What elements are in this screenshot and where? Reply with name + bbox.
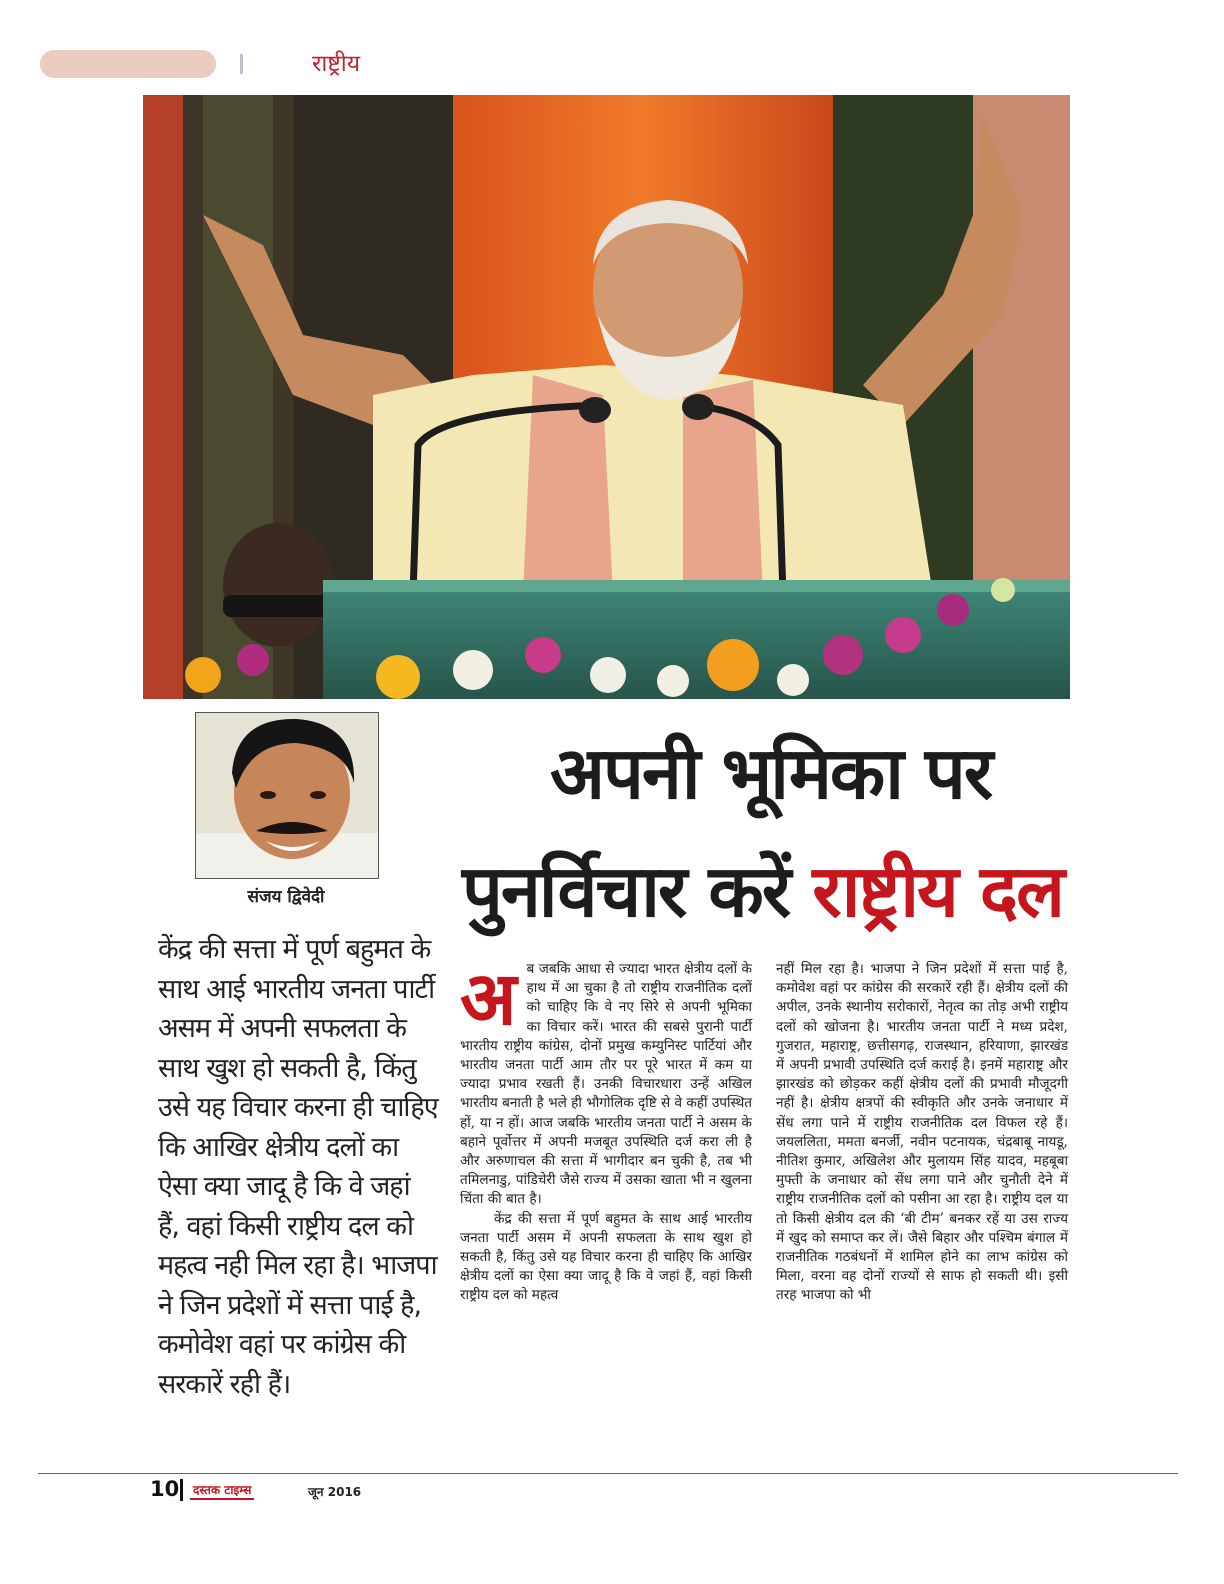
headline-line-2 (462, 840, 1063, 938)
header-pill (40, 50, 216, 78)
article-paragraph: केंद्र की सत्ता में पूर्ण बहुमत के साथ आई भारतीय जनता पार्टी असम में अपनी सफलता के साथ खुश हो सकती है, किंतु उसे यह विचार करना ही चाहिए कि आखिर क्षेत्रीय दलों का ऐसा क्या जादू है कि वे जहां हैं, वहां किसी राष्ट्रीय दल को महत्व (460, 1210, 752, 1304)
author-photo (195, 712, 379, 879)
article-column-1 (460, 956, 753, 1306)
headline-red: राष्ट्रीय दल (812, 849, 1063, 933)
header-divider (240, 54, 243, 74)
section-label: राष्ट्रीय (312, 51, 361, 77)
headline-line-1: अपनी भूमिका पर (550, 731, 992, 815)
article-paragraph: नहीं मिल रहा है। भाजपा ने जिन प्रदेशों में सत्ता पाई है, कमोवेश वहां पर कांग्रेस की सरकारें रही हैं। क्षेत्रीय दलों की अपील, उनके स्थानीय सरोकारों, नेतृत्व का तोड़ अभी राष्ट्रीय दलों को खोजना है। भारतीय जनता पार्टी ने मध्य प्रदेश, गुजरात, महाराष्ट्र, छत्तीसगढ़, राजस्थान, हरियाणा, झारखंड में अपनी प्रभावी उपस्थिति दर्ज कराई है। इनमें महाराष्ट्र और झारखंड को छोड़कर कहीं क्षेत्रीय दलों की प्रभावी मौजूदगी नहीं है। क्षेत्रीय क्षत्रपों की स्वीकृति और उनके जनाधार में सेंध लगा पाने में राष्ट्रीय राजनीतिक दल विफल रहे हैं। जयललिता, ममता बनर्जी, नवीन पटनायक, चंद्रबाबू नायडू, नीतिश कुमार, अखिलेश और मुलायम सिंह यादव, महबूबा मुफ्ती के जनाधार को सेंध लगा पाने और चुनौती देने में राष्ट्रीय राजनीतिक दलों को पसीना आ रहा है। राष्ट्रीय दल या तो किसी क्षेत्रीय दल की ‘बी टीम’ बनकर रहें या उस राज्य में खुद को समाप्त कर लें। जैसे बिहार और पश्चिम बंगाल में राजनीतिक गठबंधनों में शामिल होने का लाभ कांग्रेस को मिला, वरना वह दोनों राज्यों से साफ हो सकती थी। इसी तरह भाजपा को भी (776, 961, 1068, 1304)
magazine-logo: दस्तक टाइम्स (190, 1481, 254, 1500)
article-column-2 (776, 960, 1068, 1306)
pull-quote: केंद्र की सत्ता में पूर्ण बहुमत के साथ आई भारतीय जनता पार्टी असम में अपनी सफलता के साथ खुश हो सकती है, किंतु उसे यह विचार करना ही चाहिए कि आखिर क्षेत्रीय दलों का ऐसा क्या जादू है कि वे जहां हैं, वहां किसी राष्ट्रीय दल को महत्व नही मिल रहा है। भाजपा ने जिन प्रदेशों में सत्ता पाई है, कमोवेश वहां पर कांग्रेस की सरकारें रही हैं। (158, 934, 438, 1400)
footer-rule (38, 1473, 1178, 1474)
author-name: संजय द्विवेदी (247, 887, 325, 907)
speaker-photo (143, 95, 1070, 699)
footer-divider (180, 1479, 183, 1501)
headline-black: पुनर्विचार करें (462, 849, 790, 933)
article-paragraph: ब जबकि आधा से ज्यादा भारत क्षेत्रीय दलों के हाथ में आ चुका है तो राष्ट्रीय राजनीतिक दलों को चाहिए कि वे नए सिरे से अपनी भूमिका का विचार करें। भारत की सबसे पुरानी पार्टी भारतीय राष्ट्रीय कांग्रेस, दोनों प्रमुख कम्युनिस्ट पार्टियां और भारतीय जनता पार्टी आम तौर पर पूरे भारत में कम या ज्यादा प्रभाव रखती हैं। उनकी विचारधारा उन्हें अखिल भारतीय बनाती है भले ही भौगोलिक दृष्टि से वे कहीं उपस्थित हों, या न हों। आज जबकि भारतीय जनता पार्टी ने असम के बहाने पूर्वोत्तर में अपनी मजबूत उपस्थिति दर्ज करा ली है और अरुणाचल की सत्ता में भागीदार बन चुकी है, तब भी तमिलनाडु, पांडिचेरी जैसे राज्य में उसका खाता भी न खुलना चिंता की बात है। (460, 961, 753, 1208)
issue-date: जून 2016 (308, 1485, 362, 1499)
page-number: 10 (150, 1477, 180, 1501)
drop-cap: अ (460, 956, 517, 1042)
